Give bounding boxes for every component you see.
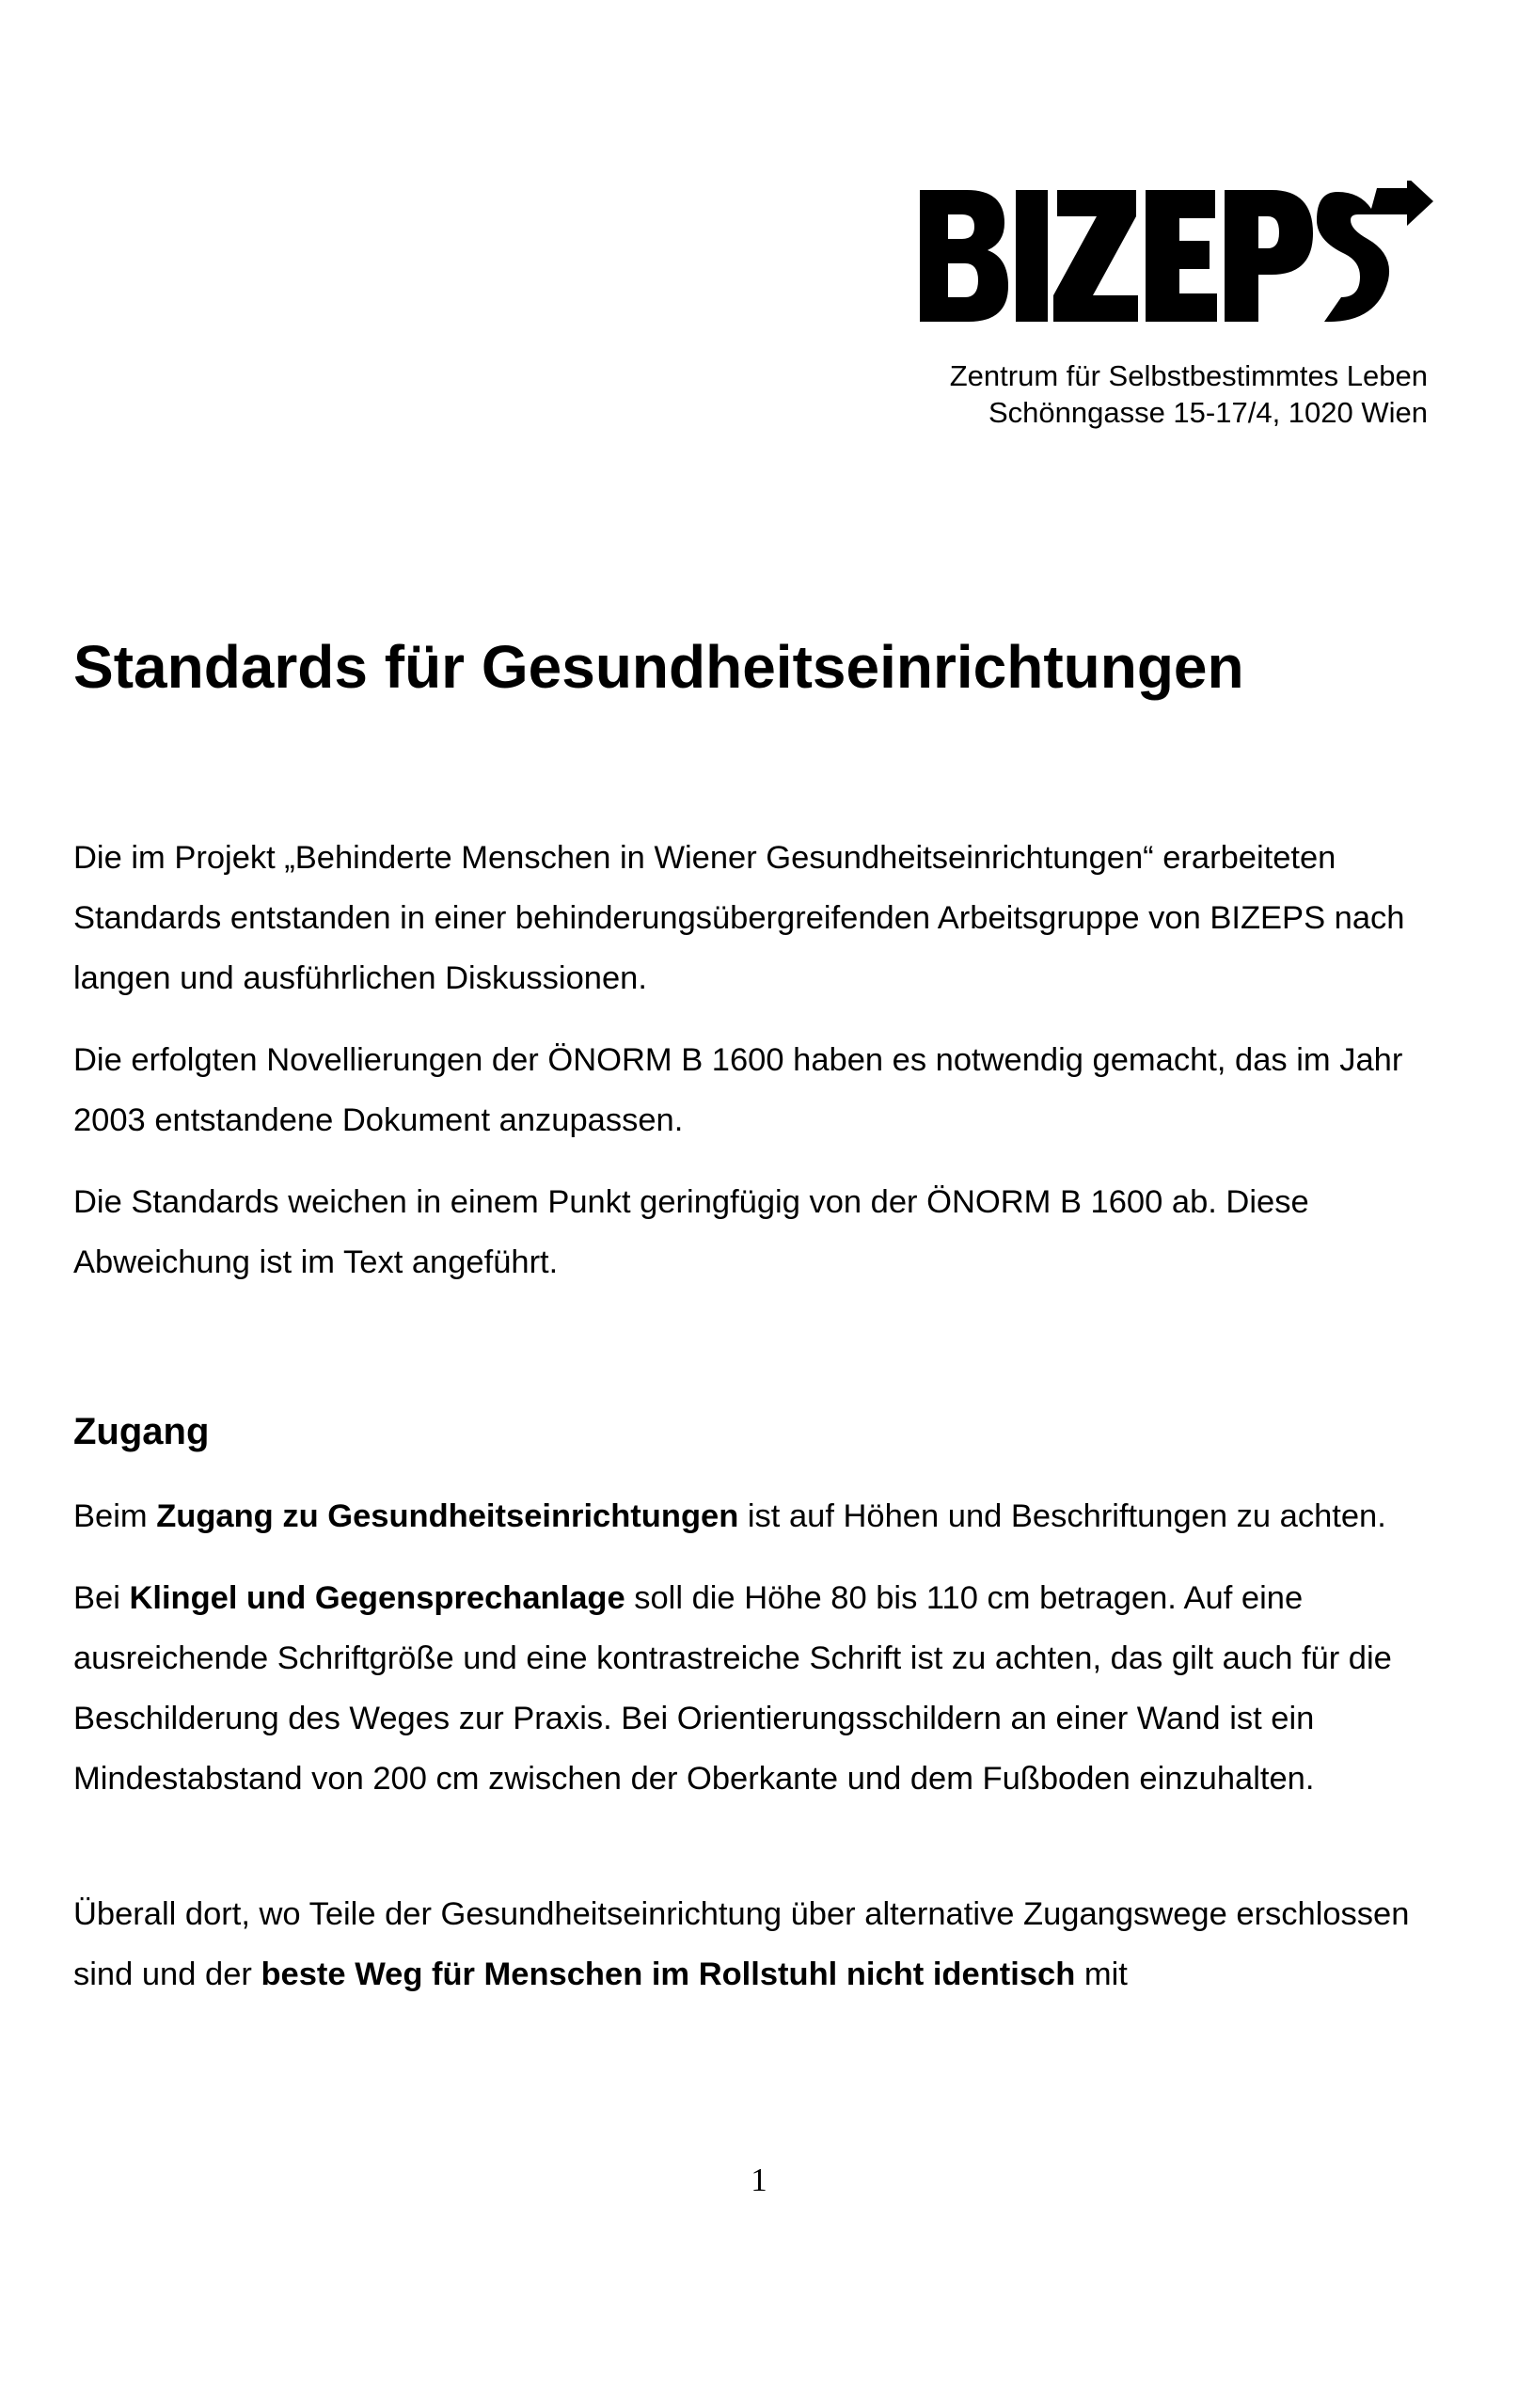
paragraph-zugangswege: Überall dort, wo Teile der Gesundheitseinrichtung über alternative Zugangswege erschlossen sind und der beste Weg für Menschen im Rollstuhl nicht identisch mit xyxy=(73,1896,1410,1992)
intro-paragraph-2: Die erfolgten Novellierungen der ÖNORM B 1600 haben es notwendig gemacht, das im Jahr 2003 entstandene Dokument anzupassen. xyxy=(73,1042,1403,1138)
paragraph-zugang: Beim Zugang zu Gesundheitseinrichtungen ist auf Höhen und Beschriftungen zu achten. xyxy=(73,1498,1386,1534)
bizeps-logo xyxy=(910,181,1437,331)
bold-phrase: Zugang zu Gesundheitseinrichtungen xyxy=(156,1498,739,1534)
section-heading-zugang: Zugang xyxy=(73,1411,210,1452)
paragraph-klingel: Bei Klingel und Gegensprechanlage soll die Höhe 80 bis 110 cm betragen. Auf eine ausreichende Schriftgröße und eine kontrastreiche Schrift ist zu achten, das gilt auch für die Beschilderung des Weges zur Praxis. Bei Orientierungsschildern an einer Wand ist ein Mindestabstand von 200 cm zwischen der Oberkante und dem Fußboden einzuhalten. xyxy=(73,1580,1392,1797)
organization-name: Zentrum für Selbstbestimmtes Leben xyxy=(949,359,1428,392)
intro-paragraph-3: Die Standards weichen in einem Punkt geringfügig von der ÖNORM B 1600 ab. Diese Abweichung ist im Text angeführt. xyxy=(73,1184,1309,1280)
intro-paragraph-1: Die im Projekt „Behinderte Menschen in Wiener Gesundheitseinrichtungen“ erarbeiteten Standards entstanden in einer behinderungsübergreifenden Arbeitsgruppe von BIZEPS nach langen und ausführlichen Diskussionen. xyxy=(73,840,1405,996)
bold-phrase: Klingel und Gegensprechanlage xyxy=(129,1580,625,1616)
page-number: 1 xyxy=(751,2162,767,2198)
document-title: Standards für Gesundheitseinrichtungen xyxy=(73,633,1244,701)
street-address: Schönngasse 15-17/4, 1020 Wien xyxy=(988,396,1428,429)
bold-phrase: beste Weg für Menschen im Rollstuhl nicht identisch xyxy=(261,1956,1076,1992)
organization-address xyxy=(950,357,1428,431)
document-body xyxy=(73,828,1445,2026)
